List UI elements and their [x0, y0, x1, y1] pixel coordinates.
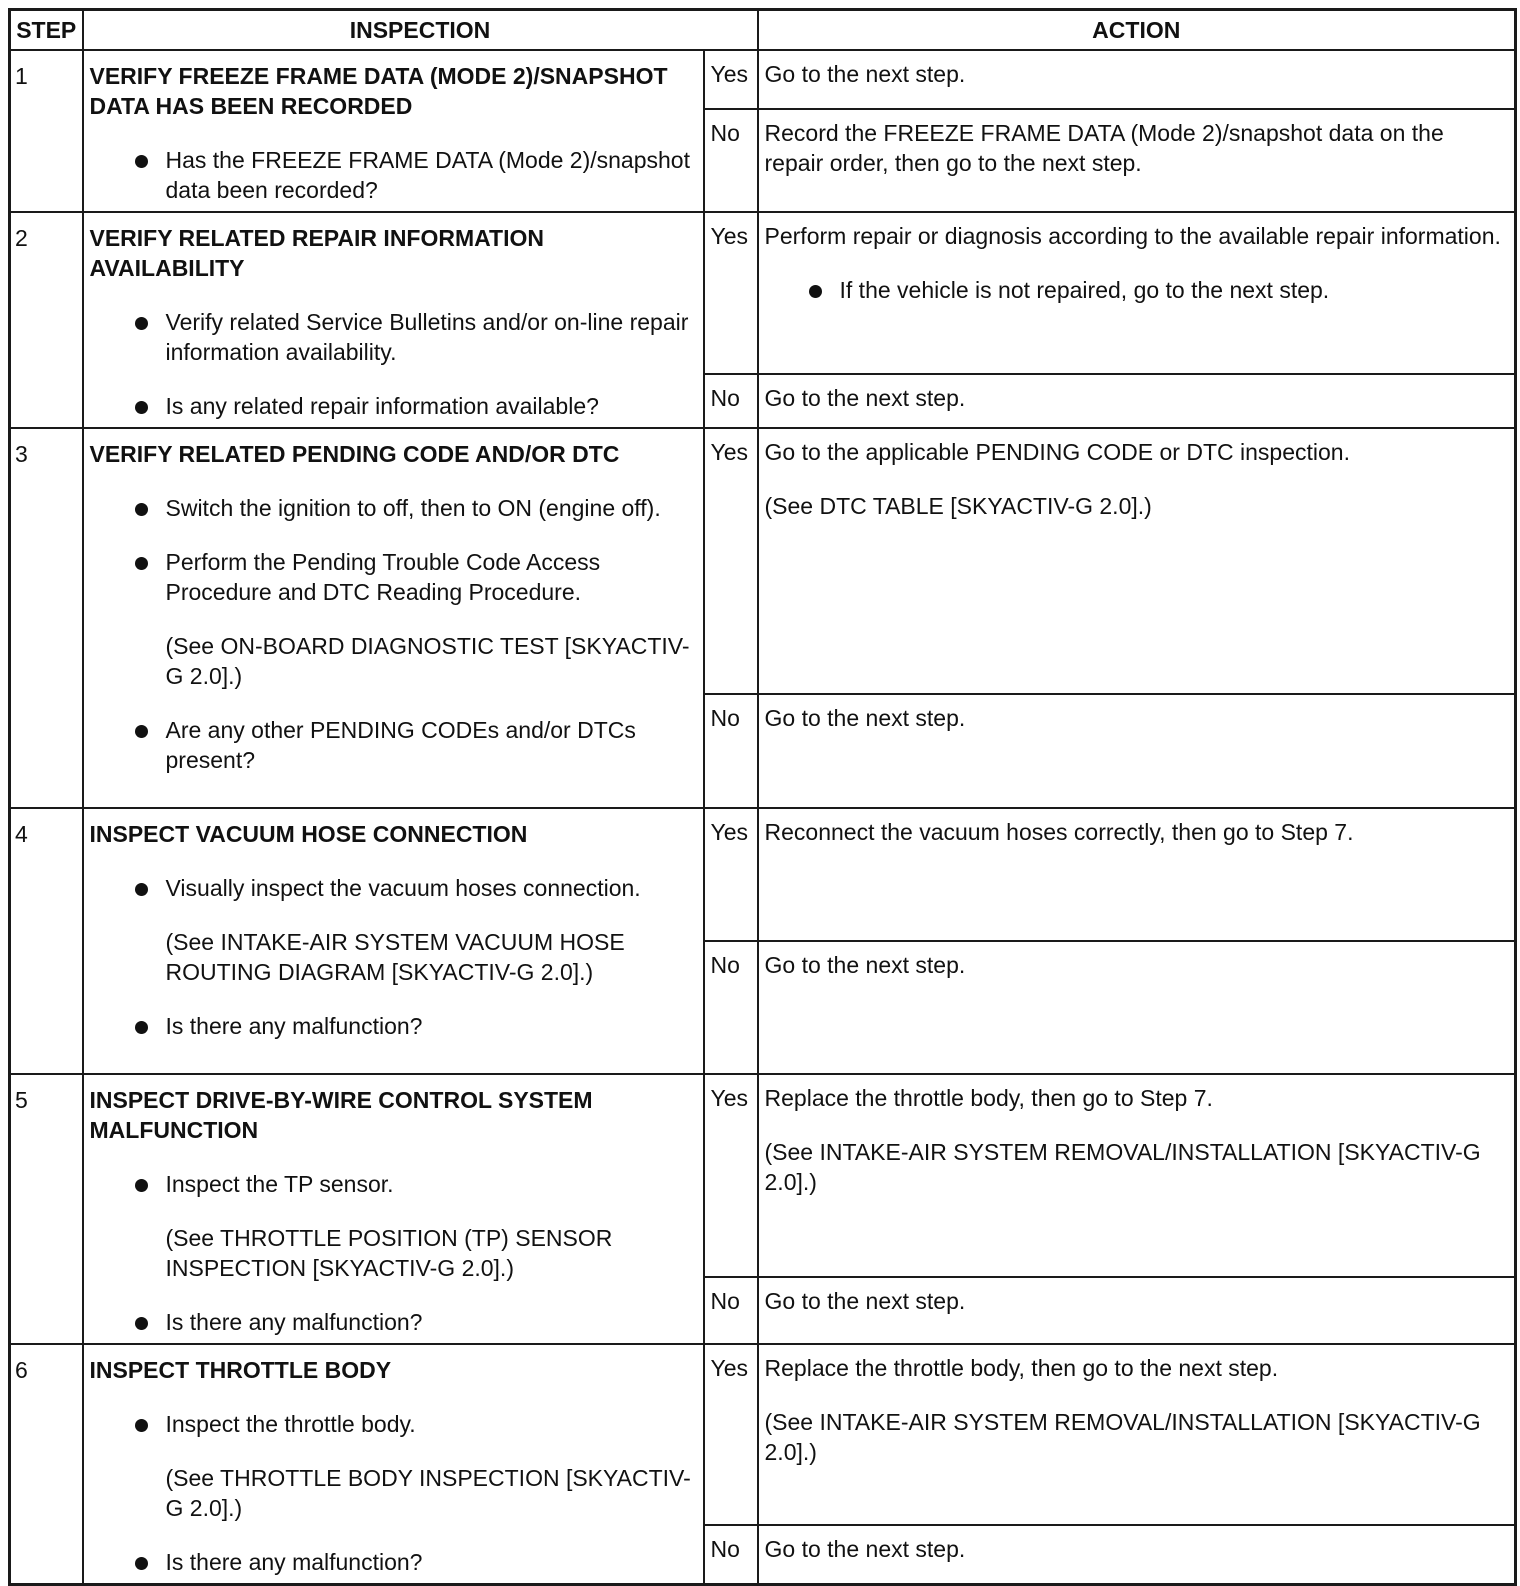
action-text: Replace the throttle body, then go to Step 7. — [764, 1085, 1213, 1111]
header-inspection: INSPECTION — [83, 10, 758, 51]
inspection-bullet: Visually inspect the vacuum hoses connection. — [90, 873, 695, 903]
no-label: No — [704, 1525, 758, 1585]
inspection-bullet: Is there any malfunction? — [90, 1547, 695, 1577]
inspection-bullet: Inspect the TP sensor. — [90, 1169, 695, 1199]
inspection-title: VERIFY FREEZE FRAME DATA (MODE 2)/SNAPSHOT DATA HAS BEEN RECORDED — [89, 63, 668, 119]
step-number: 5 — [10, 1074, 83, 1344]
no-label: No — [704, 941, 758, 1074]
step-row-yes — [10, 212, 1516, 374]
inspection-reference: (See ON-BOARD DIAGNOSTIC TEST [SKYACTIV-G 2.0].) — [165, 633, 690, 689]
no-label: No — [704, 374, 758, 428]
action-text: Go to the next step. — [764, 61, 966, 87]
step-row-yes — [10, 1074, 1516, 1277]
step-number: 1 — [10, 50, 83, 212]
inspection-title: INSPECT THROTTLE BODY — [89, 1357, 392, 1383]
action-text: Go to the next step. — [764, 1535, 966, 1562]
inspection-cell — [83, 808, 704, 1074]
inspection-cell — [83, 50, 704, 212]
inspection-reference: (See INTAKE-AIR SYSTEM VACUUM HOSE ROUTING DIAGRAM [SKYACTIV-G 2.0].) — [165, 929, 625, 985]
action-text: Go to the next step. — [764, 705, 966, 731]
header-row — [10, 10, 1516, 51]
action-text: Perform repair or diagnosis according to the available repair information. — [764, 223, 1501, 249]
step-row-yes — [10, 50, 1516, 109]
no-label: No — [704, 694, 758, 808]
yes-label: Yes — [704, 808, 758, 941]
no-action — [758, 694, 1516, 808]
step-number: 4 — [10, 808, 83, 1074]
action-text: Go to the next step. — [764, 385, 966, 412]
header-step: STEP — [10, 10, 83, 51]
yes-label: Yes — [704, 428, 758, 694]
action-text: Reconnect the vacuum hoses correctly, then go to Step 7. — [764, 819, 1354, 845]
action-text: Go to the next step. — [764, 1288, 966, 1314]
yes-action — [758, 212, 1516, 374]
no-action — [758, 109, 1516, 212]
yes-action — [758, 50, 1516, 109]
inspection-cell — [83, 212, 704, 428]
action-bullet: If the vehicle is not repaired, go to the next step. — [765, 275, 1507, 305]
no-action — [758, 1525, 1516, 1585]
step-row-yes — [10, 808, 1516, 941]
no-action — [758, 374, 1516, 428]
action-text: Go to the next step. — [764, 952, 966, 978]
inspection-title: INSPECT VACUUM HOSE CONNECTION — [89, 821, 528, 847]
inspection-bullet: Perform the Pending Trouble Code Access Procedure and DTC Reading Procedure. — [90, 547, 695, 607]
action-text: (See DTC TABLE [SKYACTIV-G 2.0].) — [764, 493, 1152, 519]
inspection-bullet: Are any other PENDING CODEs and/or DTCs present? — [90, 715, 695, 775]
inspection-bullet: Is any related repair information available? — [90, 391, 695, 421]
inspection-title: VERIFY RELATED PENDING CODE AND/OR DTC — [89, 441, 620, 467]
step-number: 6 — [10, 1344, 83, 1585]
inspection-reference: (See THROTTLE BODY INSPECTION [SKYACTIV-G 2.0].) — [165, 1465, 691, 1521]
action-text: (See INTAKE-AIR SYSTEM REMOVAL/INSTALLATION [SKYACTIV-G 2.0].) — [764, 1409, 1481, 1465]
inspection-reference: (See THROTTLE POSITION (TP) SENSOR INSPECTION [SKYACTIV-G 2.0].) — [165, 1225, 613, 1281]
yes-label: Yes — [704, 1074, 758, 1277]
yes-action — [758, 1344, 1516, 1525]
yes-action — [758, 808, 1516, 941]
steps-body — [10, 50, 1516, 1585]
no-label: No — [704, 109, 758, 212]
step-row-yes — [10, 428, 1516, 694]
inspection-bullet: Has the FREEZE FRAME DATA (Mode 2)/snapshot data been recorded? — [90, 145, 695, 205]
inspection-bullet: Is there any malfunction? — [90, 1307, 695, 1337]
header-action: ACTION — [758, 10, 1516, 51]
action-text: Record the FREEZE FRAME DATA (Mode 2)/snapshot data on the repair order, then go to the next step. — [764, 120, 1444, 177]
inspection-bullet: Switch the ignition to off, then to ON (engine off). — [90, 493, 695, 523]
inspection-cell — [83, 1344, 704, 1585]
step-number: 3 — [10, 428, 83, 808]
inspection-bullet: Is there any malfunction? — [90, 1011, 695, 1041]
no-action — [758, 941, 1516, 1074]
step-row-yes — [10, 1344, 1516, 1525]
inspection-title: INSPECT DRIVE-BY-WIRE CONTROL SYSTEM MALFUNCTION — [89, 1087, 593, 1143]
yes-label: Yes — [704, 212, 758, 374]
step-number: 2 — [10, 212, 83, 428]
yes-label: Yes — [704, 50, 758, 109]
no-label: No — [704, 1277, 758, 1344]
yes-action — [758, 428, 1516, 694]
action-text: Replace the throttle body, then go to the next step. — [764, 1355, 1279, 1381]
inspection-bullet: Verify related Service Bulletins and/or on-line repair information availability. — [90, 307, 695, 367]
inspection-cell — [83, 1074, 704, 1344]
yes-action — [758, 1074, 1516, 1277]
action-text: (See INTAKE-AIR SYSTEM REMOVAL/INSTALLATION [SKYACTIV-G 2.0].) — [764, 1139, 1481, 1195]
yes-label: Yes — [704, 1344, 758, 1525]
inspection-bullet: Inspect the throttle body. — [90, 1409, 695, 1439]
diagnostic-procedure-table — [8, 8, 1517, 1586]
action-text: Go to the applicable PENDING CODE or DTC inspection. — [764, 439, 1350, 465]
no-action — [758, 1277, 1516, 1344]
inspection-title: VERIFY RELATED REPAIR INFORMATION AVAILABILITY — [89, 225, 544, 281]
inspection-cell — [83, 428, 704, 808]
